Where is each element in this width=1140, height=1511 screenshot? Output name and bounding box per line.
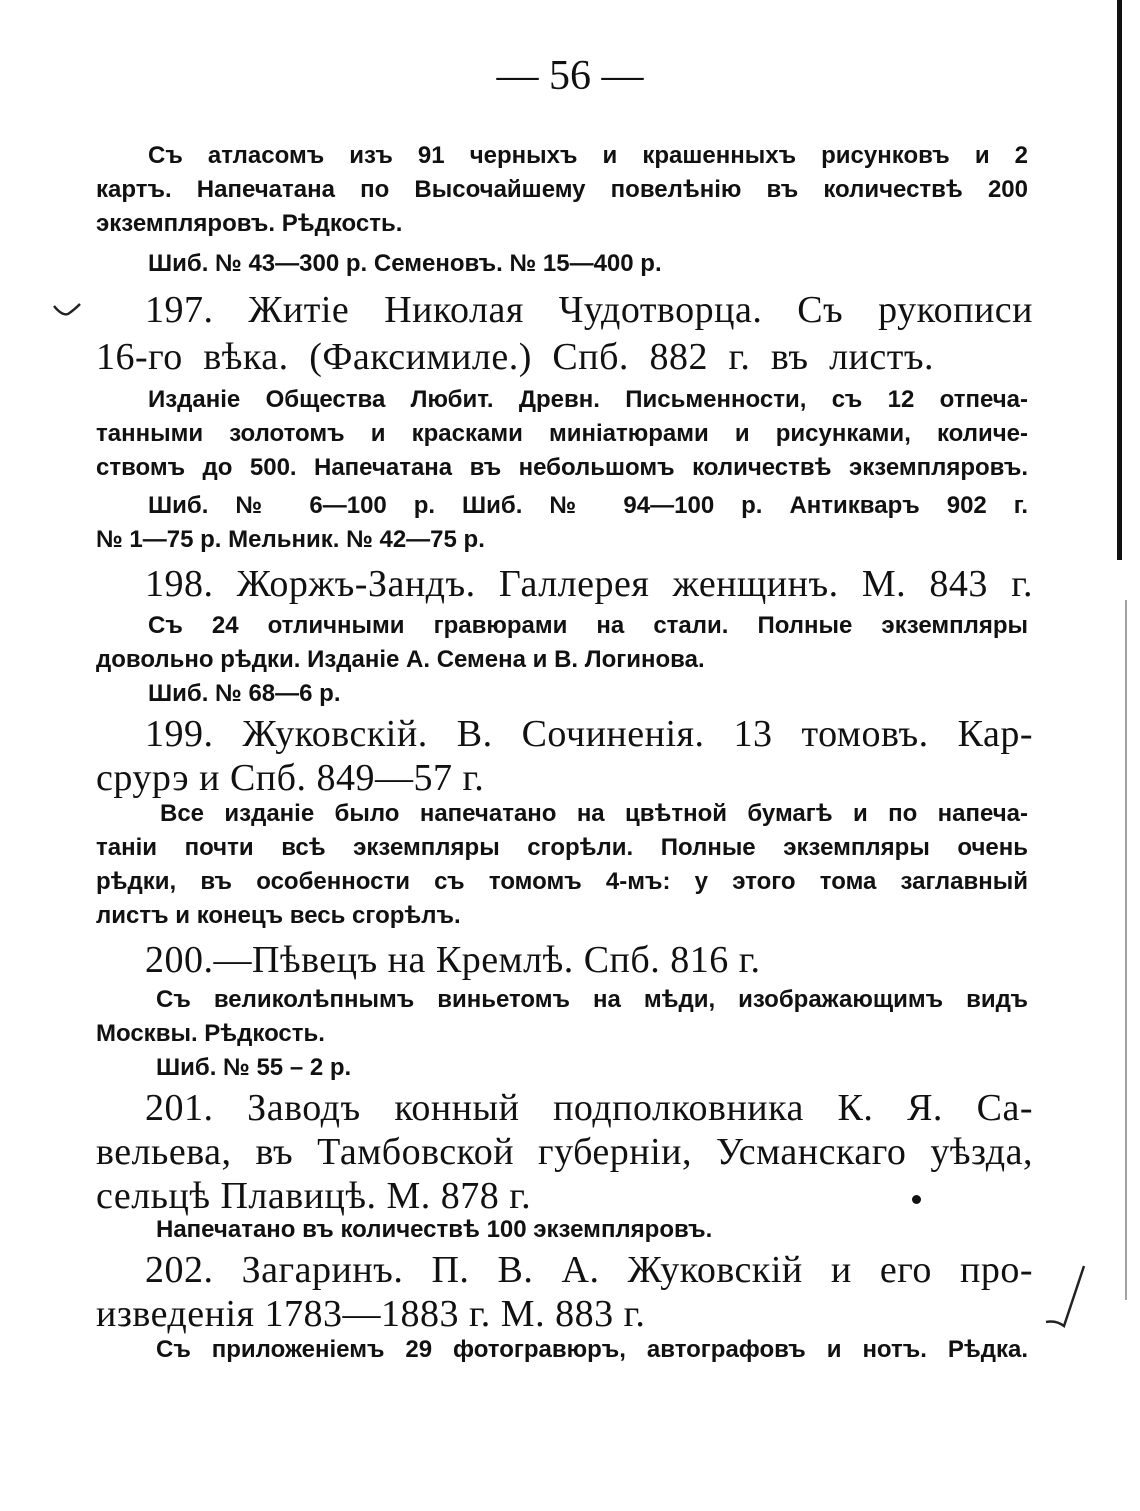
text-line: довольно рѣдки. Изданіе А. Семена и В. Логинова. (96, 646, 705, 673)
text-line: Съ великолѣпнымъ виньетомъ на мѣди, изображающимъ видъ (156, 986, 1028, 1013)
text-line: сельцѣ Плавицѣ. М. 878 г. (96, 1175, 532, 1217)
text-line: 202. Загаринъ. П. В. А. Жуковскій и его про- (145, 1249, 1033, 1291)
text-line: Шиб. № 6—100 р. Шиб. № 94—100 р. Антикваръ 902 г. (148, 492, 1028, 519)
page-edge-shadow (1125, 600, 1127, 1300)
text-line: листъ и конецъ весь сгорѣлъ. (96, 902, 461, 929)
text-line: экземпляровъ. Рѣдкость. (96, 210, 403, 237)
text-line: картъ. Напечатана по Высочайшему повелѣнію въ количествѣ 200 (96, 176, 1028, 203)
text-line: Съ приложеніемъ 29 фотогравюръ, автографовъ и нотъ. Рѣдка. (156, 1336, 1028, 1363)
check-mark-icon (52, 300, 82, 320)
ink-dot (912, 1195, 921, 1204)
text-line: ствомъ до 500. Напечатана въ небольшомъ количествѣ экземпляровъ. (96, 454, 1028, 481)
text-line: изведенія 1783—1883 г. М. 883 г. (96, 1293, 646, 1335)
text-line: Шиб. № 55 – 2 р. (156, 1054, 352, 1081)
text-line: Съ атласомъ изъ 91 черныхъ и крашенныхъ рисунковъ и 2 (148, 142, 1028, 169)
text-line: 198. Жоржъ-Зандъ. Галлерея женщинъ. М. 843 г. (145, 563, 1033, 605)
text-line: Изданіе Общества Любит. Древн. Письменности, съ 12 отпеча- (148, 386, 1028, 413)
text-line: 201. Заводъ конный подполковника К. Я. Са- (145, 1087, 1033, 1129)
text-line: рѣдки, въ особенности съ томомъ 4-мъ: у этого тома заглавный (96, 868, 1028, 895)
text-line: № 1—75 р. Мельник. № 42—75 р. (96, 526, 485, 553)
text-line: 197. Житіе Николая Чудотворца. Съ рукописи (145, 289, 1033, 331)
text-line: Москвы. Рѣдкость. (96, 1020, 325, 1047)
text-line: танными золотомъ и красками миніатюрами и рисунками, количе- (96, 420, 1028, 447)
text-line: 199. Жуковскій. В. Сочиненія. 13 томовъ. Кар- (145, 713, 1033, 755)
text-line: 16-го вѣка. (Факсимиле.) Спб. 882 г. въ листъ. (96, 336, 934, 378)
text-line: Все изданіе было напечатано на цвѣтной бумагѣ и по напеча- (160, 800, 1028, 827)
text-line: Шиб. № 68—6 р. (148, 680, 341, 707)
slash-mark-icon (1040, 1262, 1090, 1332)
text-line: срурэ и Спб. 849—57 г. (96, 757, 485, 799)
page-edge-line (1117, 0, 1122, 560)
page-number: — 56 — (496, 53, 644, 99)
text-line: 200.—Пѣвецъ на Кремлѣ. Спб. 816 г. (145, 939, 761, 981)
text-line: Напечатано въ количествѣ 100 экземпляровъ. (156, 1216, 713, 1243)
text-line: вельева, въ Тамбовской губерніи, Усманскаго уѣзда, (96, 1131, 1033, 1173)
text-line: таніи почти всѣ экземпляры сгорѣли. Полные экземпляры очень (96, 834, 1028, 861)
text-line: Съ 24 отличными гравюрами на стали. Полные экземпляры (148, 612, 1028, 639)
text-line: Шиб. № 43—300 р. Семеновъ. № 15—400 р. (148, 250, 662, 277)
